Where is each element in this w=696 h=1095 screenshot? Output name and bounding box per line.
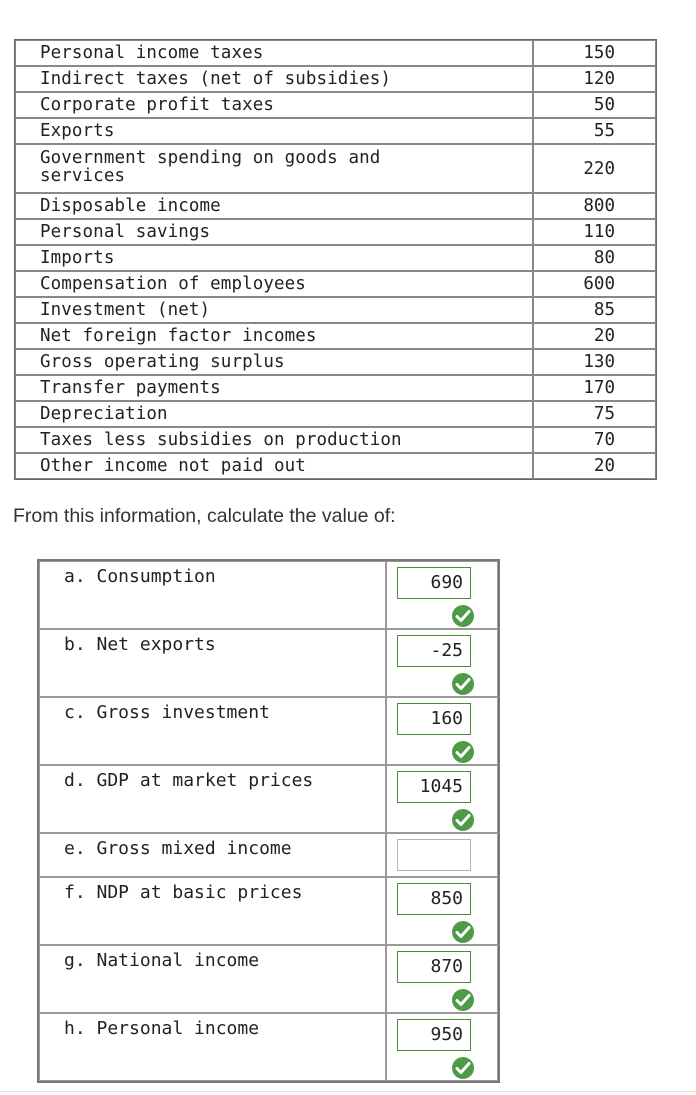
row-label: Exports <box>15 118 533 144</box>
table-row <box>15 92 656 118</box>
question-label: c. Gross investment <box>39 697 386 765</box>
row-label: Gross operating surplus <box>15 349 533 375</box>
row-value: 130 <box>533 349 656 375</box>
table-row <box>15 297 656 323</box>
row-value: 55 <box>533 118 656 144</box>
table-row <box>15 375 656 401</box>
row-label: Corporate profit taxes <box>15 92 533 118</box>
table-row <box>15 245 656 271</box>
answer-input[interactable]: 160 <box>397 703 471 735</box>
table-row <box>15 323 656 349</box>
check-icon <box>452 605 474 627</box>
row-value: 85 <box>533 297 656 323</box>
question-row <box>39 833 498 877</box>
row-label: Personal savings <box>15 219 533 245</box>
divider <box>0 1091 696 1092</box>
row-label: Government spending on goods and services <box>15 144 533 193</box>
check-icon <box>452 1057 474 1079</box>
answer-cell <box>386 697 498 765</box>
data-table <box>14 39 657 480</box>
row-value: 70 <box>533 427 656 453</box>
answer-input[interactable]: 870 <box>397 951 471 983</box>
row-label: Depreciation <box>15 401 533 427</box>
check-icon <box>452 741 474 763</box>
table-row <box>15 271 656 297</box>
question-row <box>39 877 498 945</box>
question-row <box>39 765 498 833</box>
table-row <box>15 40 656 66</box>
row-value: 170 <box>533 375 656 401</box>
row-label: Taxes less subsidies on production <box>15 427 533 453</box>
question-row <box>39 1013 498 1081</box>
question-label: g. National income <box>39 945 386 1013</box>
answer-cell <box>386 877 498 945</box>
answer-input[interactable] <box>397 839 471 871</box>
row-label: Investment (net) <box>15 297 533 323</box>
question-label: b. Net exports <box>39 629 386 697</box>
row-value: 600 <box>533 271 656 297</box>
answer-cell <box>386 945 498 1013</box>
answer-input[interactable]: -25 <box>397 635 471 667</box>
answer-input[interactable]: 950 <box>397 1019 471 1051</box>
row-value: 80 <box>533 245 656 271</box>
row-value: 20 <box>533 453 656 479</box>
check-icon <box>452 989 474 1011</box>
row-value: 150 <box>533 40 656 66</box>
row-value: 220 <box>533 144 656 193</box>
table-row <box>15 118 656 144</box>
row-label: Transfer payments <box>15 375 533 401</box>
table-row <box>15 349 656 375</box>
row-label: Disposable income <box>15 193 533 219</box>
table-row <box>15 66 656 92</box>
table-row <box>15 193 656 219</box>
table-row <box>15 219 656 245</box>
question-label: h. Personal income <box>39 1013 386 1081</box>
instruction-text: From this information, calculate the value of: <box>13 505 396 527</box>
row-value: 800 <box>533 193 656 219</box>
row-label: Imports <box>15 245 533 271</box>
question-row <box>39 945 498 1013</box>
table-row <box>15 427 656 453</box>
answers-table <box>37 559 500 1083</box>
answer-cell <box>386 629 498 697</box>
check-icon <box>452 673 474 695</box>
question-row <box>39 697 498 765</box>
question-row <box>39 561 498 629</box>
row-value: 20 <box>533 323 656 349</box>
row-value: 75 <box>533 401 656 427</box>
row-value: 120 <box>533 66 656 92</box>
question-label: a. Consumption <box>39 561 386 629</box>
answer-input[interactable]: 850 <box>397 883 471 915</box>
table-row <box>15 401 656 427</box>
check-icon <box>452 921 474 943</box>
row-value: 50 <box>533 92 656 118</box>
row-value: 110 <box>533 219 656 245</box>
row-label: Net foreign factor incomes <box>15 323 533 349</box>
question-label: d. GDP at market prices <box>39 765 386 833</box>
question-label: f. NDP at basic prices <box>39 877 386 945</box>
answer-cell <box>386 833 498 877</box>
row-label: Other income not paid out <box>15 453 533 479</box>
answer-input[interactable]: 1045 <box>397 771 471 803</box>
table-row <box>15 453 656 479</box>
row-label: Personal income taxes <box>15 40 533 66</box>
check-icon <box>452 809 474 831</box>
answer-cell <box>386 1013 498 1081</box>
answer-input[interactable]: 690 <box>397 567 471 599</box>
answer-cell <box>386 765 498 833</box>
question-label: e. Gross mixed income <box>39 833 386 877</box>
row-label: Compensation of employees <box>15 271 533 297</box>
answer-cell <box>386 561 498 629</box>
table-row <box>15 144 656 193</box>
question-row <box>39 629 498 697</box>
row-label: Indirect taxes (net of subsidies) <box>15 66 533 92</box>
